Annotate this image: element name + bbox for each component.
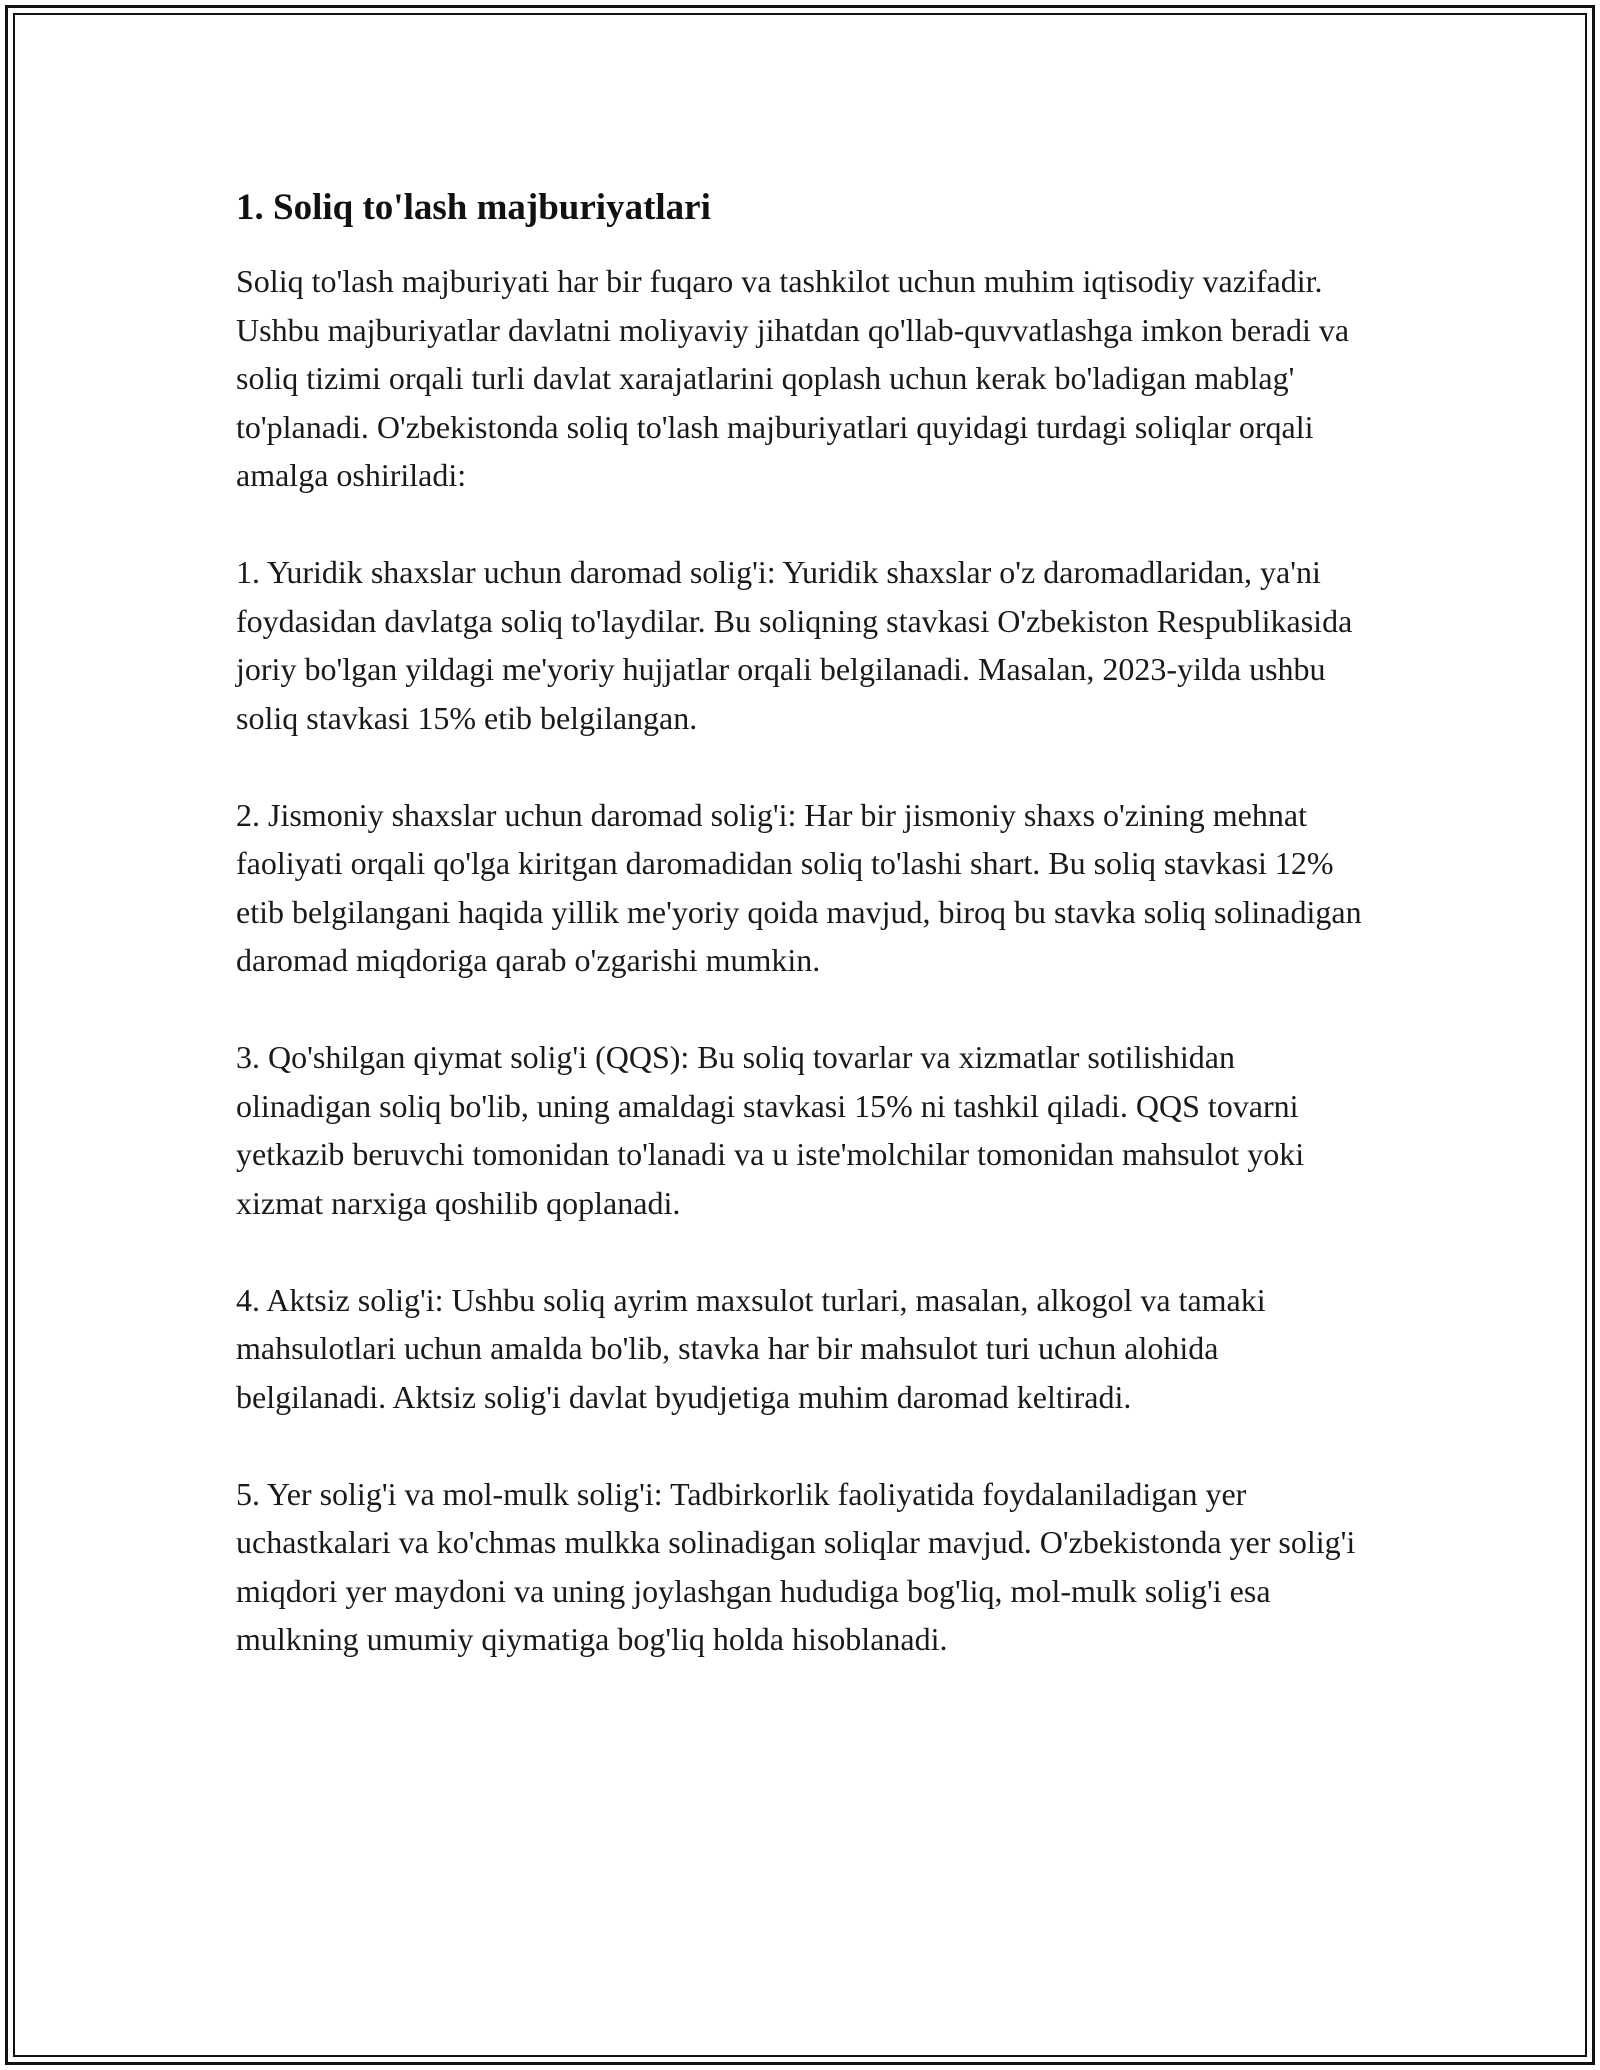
list-item-legal-entity-income-tax: 1. Yuridik shaxslar uchun daromad solig'i: Yuridik shaxslar o'z daromadlaridan, ya'ni foydasidan davlatga soliq to'laydilar. Bu soliqning stavkasi O'zbekiston Respublikasida joriy bo'lgan yildagi me'yoriy hujjatlar orqali belgilanadi. Masalan, 2023-yilda ushbu soliq stavkasi 15% etib belgilangan. [236,554,1353,736]
list-item-personal-income-tax: 2. Jismoniy shaxslar uchun daromad solig'i: Har bir jismoniy shaxs o'zining mehnat faoliyati orqali qo'lga kiritgan daromadidan soliq to'lashi shart. Bu soliq stavkasi 12% etib belgilangani haqida yillik me'yoriy qoida mavjud, biroq bu stavka soliq solinadigan daromad miqdoriga qarab o'zgarishi mumkin. [236,796,1362,978]
section-heading: 1. Soliq to'lash majburiyatlari [236,187,711,228]
list-item-land-property-tax: 5. Yer solig'i va mol-mulk solig'i: Tadbirkorlik faoliyatida foydalaniladigan yer uchastkalari va ko'chmas mulkka solinadigan soliqlar mavjud. O'zbekistonda yer solig'i miqdori yer maydoni va uning joylashgan hududiga bog'liq, mol-mulk solig'i esa mulkning umumiy qiymatiga bog'liq holda hisoblanadi. [236,1475,1356,1657]
document-body [236,184,1366,1712]
list-item-excise-tax: 4. Aktsiz solig'i: Ushbu soliq ayrim maxsulot turlari, masalan, alkogol va tamaki mahsulotlari uchun amalda bo'lib, stavka har bir mahsulot turi uchun alohida belgilanadi. Aktsiz solig'i davlat byudjetiga muhim daromad keltiradi. [236,1281,1266,1415]
list-item-vat: 3. Qo'shilgan qiymat solig'i (QQS): Bu soliq tovarlar va xizmatlar sotilishidan olinadigan soliq bo'lib, uning amaldagi stavkasi 15% ni tashkil qiladi. QQS tovarni yetkazib beruvchi tomonidan to'lanadi va u iste'molchilar tomonidan mahsulot yoki xizmat narxiga qoshilib qoplanadi. [236,1039,1305,1221]
intro-paragraph: Soliq to'lash majburiyati har bir fuqaro va tashkilot uchun muhim iqtisodiy vazifadir. Ushbu majburiyatlar davlatni moliyaviy jihatdan qo'llab-quvvatlashga imkon beradi va soliq tizimi orqali turli davlat xarajatlarini qoplash uchun kerak bo'ladigan mablag' to'planadi. O'zbekistonda soliq to'lash majburiyatlari quyidagi turdagi soliqlar orqali amalga oshiriladi: [236,263,1350,493]
